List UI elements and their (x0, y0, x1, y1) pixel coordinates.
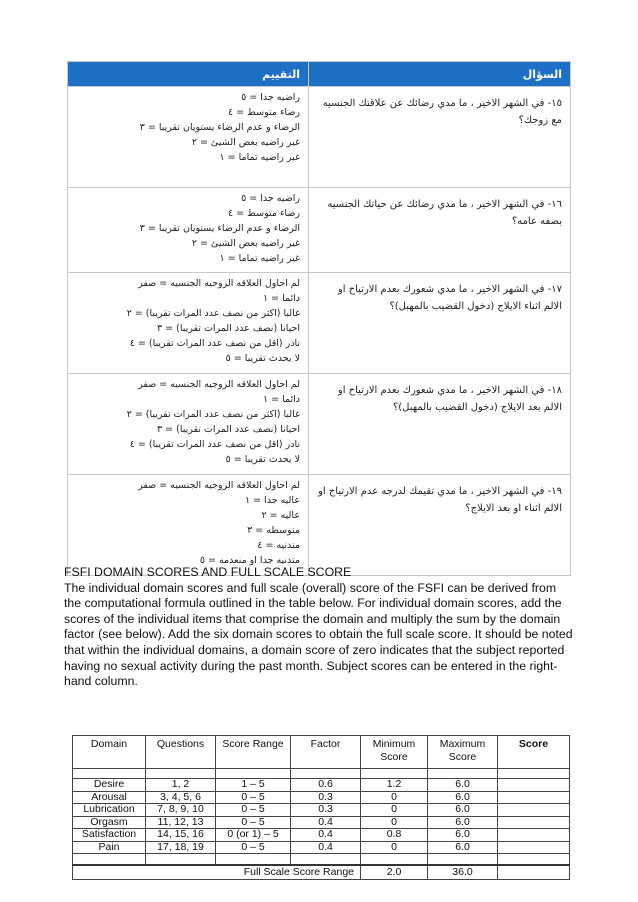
answer-options (68, 188, 308, 266)
cell-range: 0 – 5 (216, 816, 291, 829)
answer-option: الرضاء و عدم الرضاء يستويان تقريبا = ٣ (139, 122, 300, 133)
header-rating: التقييم (68, 62, 309, 87)
question-row-16 (68, 188, 571, 273)
cell-min: 0 (361, 816, 428, 829)
answer-option: غالبا (اكثر من نصف عدد المرات تقريبا) = ٢ (126, 308, 300, 319)
cell-factor: 0.3 (291, 791, 361, 804)
answer-option: رضاء متوسط = ٤ (228, 107, 300, 118)
answer-option: غير راضيه تماما = ١ (219, 152, 300, 163)
cell-score-entry[interactable] (498, 791, 570, 804)
domain-row-arousal (73, 791, 570, 804)
cell-max: 6.0 (428, 804, 498, 817)
cell-score-entry[interactable] (498, 816, 570, 829)
answer-option: نادر (اقل من نصف عدد المرات تقريبا) = ٤ (129, 439, 300, 450)
answer-option: لم احاول العلاقه الزوجيه الجنسيه = صفر (138, 379, 300, 390)
domain-score-table (72, 735, 570, 880)
cell-domain: Lubrication (73, 804, 146, 817)
question-text: ١٨- في الشهر الاخير ، ما مدي شعورك بعدم الارتياح او الالم بعد الايلاج (دخول القضيب بالمهبل)؟ (337, 385, 562, 413)
col-score: Score (498, 736, 570, 769)
cell-factor: 0.6 (291, 779, 361, 792)
answer-option: غير راضيه بعض الشيئ = ٢ (191, 137, 300, 148)
answer-options (68, 273, 308, 366)
question-text: ١٦- في الشهر الاخير ، ما مدي رضائك عن حياتك الجنسيه بصفه عامه؟ (327, 199, 562, 227)
question-row-17 (68, 273, 571, 374)
answer-option: راضيه جدا = ٥ (241, 92, 300, 103)
cell-questions: 1, 2 (146, 779, 216, 792)
gap-row (73, 854, 570, 866)
answer-option: عاليه = ٢ (261, 510, 300, 521)
cell-min: 0.8 (361, 829, 428, 842)
answer-option: متدنيه جدا او منعدمه = ٥ (199, 555, 300, 566)
cell-questions: 17, 18, 19 (146, 841, 216, 854)
question-text: ١٩- في الشهر الاخير ، ما مدي تقيمك لدرجه عدم الارتياح او الالم اثناء او بعد الايلاج؟ (318, 486, 562, 514)
cell-max: 6.0 (428, 779, 498, 792)
full-scale-label: Full Scale Score Range (73, 865, 361, 880)
cell-min: 0 (361, 841, 428, 854)
col-minimum: Minimum Score (361, 736, 428, 769)
cell-domain: Desire (73, 779, 146, 792)
cell-range: 0 – 5 (216, 791, 291, 804)
full-scale-row (73, 865, 570, 880)
answer-options (68, 87, 308, 165)
cell-domain: Pain (73, 841, 146, 854)
questionnaire-header-row (68, 62, 571, 87)
domain-row-orgasm (73, 816, 570, 829)
section-title: FSFI DOMAIN SCORES AND FULL SCALE SCORE (64, 565, 352, 579)
domain-row-satisfaction (73, 829, 570, 842)
section-body: The individual domain scores and full scale (overall) score of the FSFI can be derived from the computational formula outlined in the table below. For individual domain scores, add the scores of the individual items that comprise the domain and multiply the sum by the domain factor (see below). Add the six domain scores to obtain the full scale score. It should be noted that within the individual domains, a domain score of zero indicates that the subject reported having no sexual activity during the past month. Subject scores can be entered in the right-hand column. (64, 580, 573, 689)
cell-max: 6.0 (428, 841, 498, 854)
answer-option: لا يحدث تقريبا = ٥ (225, 454, 300, 465)
question-row-19 (68, 475, 571, 576)
answer-options (68, 374, 308, 467)
answer-option: رضاء متوسط = ٤ (228, 208, 300, 219)
answer-option: نادر (اقل من نصف عدد المرات تقريبا) = ٤ (129, 338, 300, 349)
answer-option: عاليه جدا = ١ (244, 495, 300, 506)
answer-option: احيانا (نصف عدد المرات تقريبا) = ٣ (157, 323, 300, 334)
cell-factor: 0.3 (291, 804, 361, 817)
cell-factor: 0.4 (291, 816, 361, 829)
question-row-18 (68, 374, 571, 475)
cell-min: 0 (361, 791, 428, 804)
answer-option: لم احاول العلاقه الزوجيه الجنسيه = صفر (138, 278, 300, 289)
answer-option: متدنيه = ٤ (257, 540, 300, 551)
cell-factor: 0.4 (291, 841, 361, 854)
cell-domain: Arousal (73, 791, 146, 804)
col-factor: Factor (291, 736, 361, 769)
cell-score-entry[interactable] (498, 804, 570, 817)
col-score-range: Score Range (216, 736, 291, 769)
domain-row-pain (73, 841, 570, 854)
domain-row-desire (73, 779, 570, 792)
full-scale-score-entry[interactable] (498, 865, 570, 880)
answer-option: متوسطه = ٣ (247, 525, 300, 536)
header-question: السؤال (309, 62, 571, 87)
cell-range: 0 (or 1) – 5 (216, 829, 291, 842)
full-scale-min: 2.0 (361, 865, 428, 880)
answer-option: دائما = ١ (262, 293, 300, 304)
col-domain: Domain (73, 736, 146, 769)
score-header-row (73, 736, 570, 769)
question-text: ١٥- في الشهر الاخير ، ما مدي رضائك عن علاقتك الجنسيه مع زوجك؟ (322, 98, 562, 126)
question-row-15 (68, 87, 571, 188)
scoring-explanation (64, 565, 574, 690)
cell-questions: 7, 8, 9, 10 (146, 804, 216, 817)
answer-option: احيانا (نصف عدد المرات تقريبا) = ٣ (157, 424, 300, 435)
col-maximum: Maximum Score (428, 736, 498, 769)
answer-option: لم احاول العلاقه الزوجيه الجنسيه = صفر (138, 480, 300, 491)
question-text: ١٧- في الشهر الاخير ، ما مدي شعورك بعدم الارتياح او الالم اثناء الايلاج (دخول القضيب بالمهبل)؟ (337, 284, 562, 312)
spacer-row (73, 769, 570, 779)
cell-range: 0 – 5 (216, 841, 291, 854)
cell-max: 6.0 (428, 829, 498, 842)
answer-option: غير راضيه تماما = ١ (219, 253, 300, 264)
answer-option: راضيه جدا = ٥ (241, 193, 300, 204)
cell-max: 6.0 (428, 816, 498, 829)
cell-domain: Satisfaction (73, 829, 146, 842)
cell-range: 0 – 5 (216, 804, 291, 817)
cell-max: 6.0 (428, 791, 498, 804)
cell-score-entry[interactable] (498, 779, 570, 792)
answer-option: غير راضيه بعض الشيئ = ٢ (191, 238, 300, 249)
answer-options (68, 475, 308, 568)
cell-questions: 3, 4, 5, 6 (146, 791, 216, 804)
cell-score-entry[interactable] (498, 841, 570, 854)
answer-option: دائما = ١ (262, 394, 300, 405)
cell-factor: 0.4 (291, 829, 361, 842)
cell-range: 1 – 5 (216, 779, 291, 792)
cell-domain: Orgasm (73, 816, 146, 829)
answer-option: لا يحدث تقريبا = ٥ (225, 353, 300, 364)
cell-min: 1.2 (361, 779, 428, 792)
cell-min: 0 (361, 804, 428, 817)
domain-row-lubrication (73, 804, 570, 817)
answer-option: غالبا (اكثر من نصف عدد المرات تقريبا) = ٢ (126, 409, 300, 420)
questionnaire-table (67, 61, 571, 576)
cell-questions: 14, 15, 16 (146, 829, 216, 842)
cell-questions: 11, 12, 13 (146, 816, 216, 829)
full-scale-max: 36.0 (428, 865, 498, 880)
cell-score-entry[interactable] (498, 829, 570, 842)
answer-option: الرضاء و عدم الرضاء يستويان تقريبا = ٣ (139, 223, 300, 234)
col-questions: Questions (146, 736, 216, 769)
